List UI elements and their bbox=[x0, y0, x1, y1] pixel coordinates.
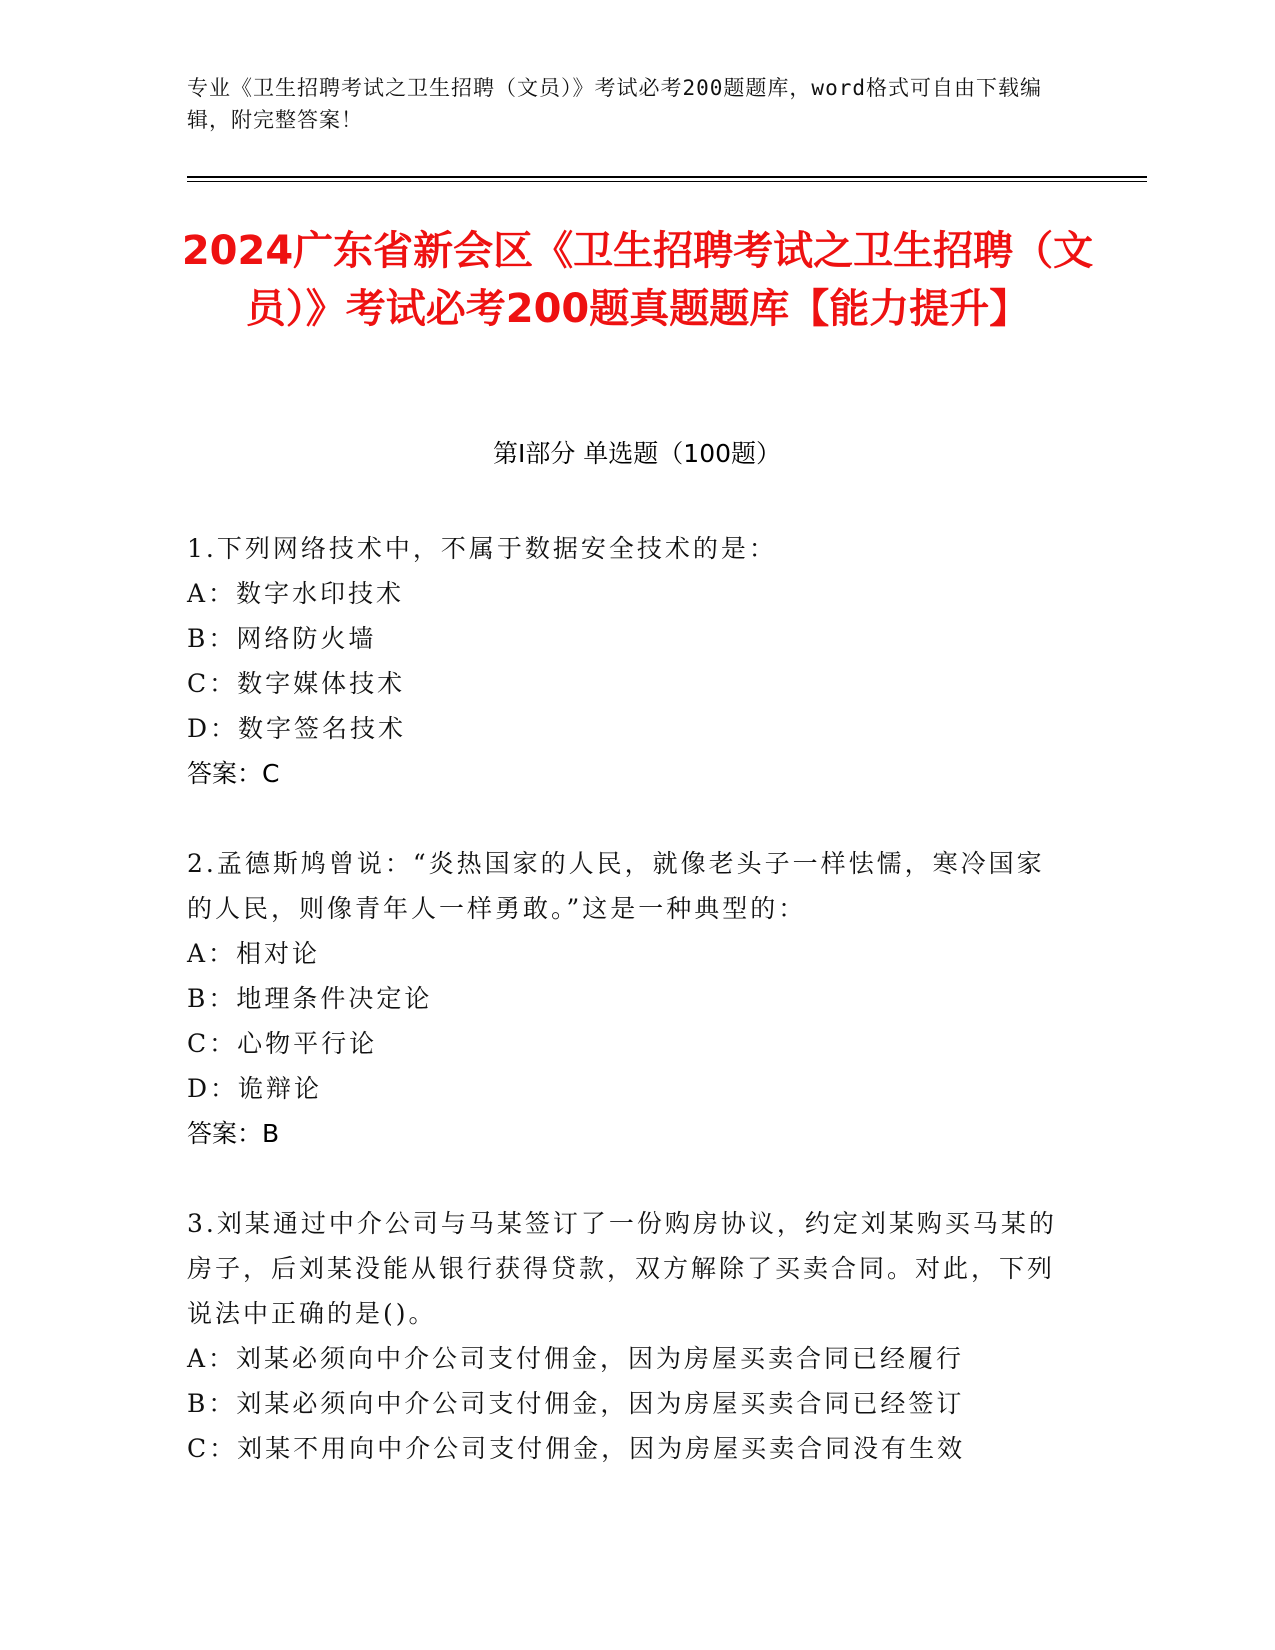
question-1 bbox=[187, 526, 1067, 796]
option-a: A：数字水印技术 bbox=[187, 579, 405, 608]
header-note: 专业《卫生招聘考试之卫生招聘（文员）》考试必考200题题库，word格式可自由下载编辑，附完整答案！ bbox=[187, 76, 1042, 132]
answer: 答案：B bbox=[187, 1119, 280, 1148]
header-divider-thin bbox=[187, 181, 1147, 182]
header-divider-thick bbox=[187, 176, 1147, 178]
question-stem: 2.孟德斯鸠曾说：“炎热国家的人民，就像老头子一样怯懦，寒冷国家的人民，则像青年人一样勇敢。”这是一种典型的： bbox=[187, 849, 1045, 923]
option-b: B：地理条件决定论 bbox=[187, 984, 433, 1013]
question-stem: 1.下列网络技术中，不属于数据安全技术的是： bbox=[187, 534, 777, 563]
question-3 bbox=[187, 1201, 1067, 1471]
option-c: C：数字媒体技术 bbox=[187, 669, 406, 698]
question-2 bbox=[187, 841, 1067, 1156]
option-b: B：刘某必须向中介公司支付佣金，因为房屋买卖合同已经签订 bbox=[187, 1389, 965, 1418]
option-b: B：网络防火墙 bbox=[187, 624, 377, 653]
option-c: C：心物平行论 bbox=[187, 1029, 378, 1058]
option-a: A：相对论 bbox=[187, 939, 321, 968]
option-c: C：刘某不用向中介公司支付佣金，因为房屋买卖合同没有生效 bbox=[187, 1434, 966, 1463]
option-d: D：数字签名技术 bbox=[187, 714, 407, 743]
option-d: D：诡辩论 bbox=[187, 1074, 323, 1103]
document-title: 2024广东省新会区《卫生招聘考试之卫生招聘（文员）》考试必考200题真题题库【能力提升】 bbox=[181, 228, 1094, 332]
answer: 答案：C bbox=[187, 759, 280, 788]
section-heading: 第Ⅰ部分 单选题（100题） bbox=[492, 439, 782, 468]
question-stem: 3.刘某通过中介公司与马某签订了一份购房协议，约定刘某购买马某的房子，后刘某没能从银行获得贷款，双方解除了买卖合同。对此，下列说法中正确的是()。 bbox=[187, 1209, 1057, 1328]
option-a: A：刘某必须向中介公司支付佣金，因为房屋买卖合同已经履行 bbox=[187, 1344, 965, 1373]
question-list bbox=[187, 526, 1067, 1516]
